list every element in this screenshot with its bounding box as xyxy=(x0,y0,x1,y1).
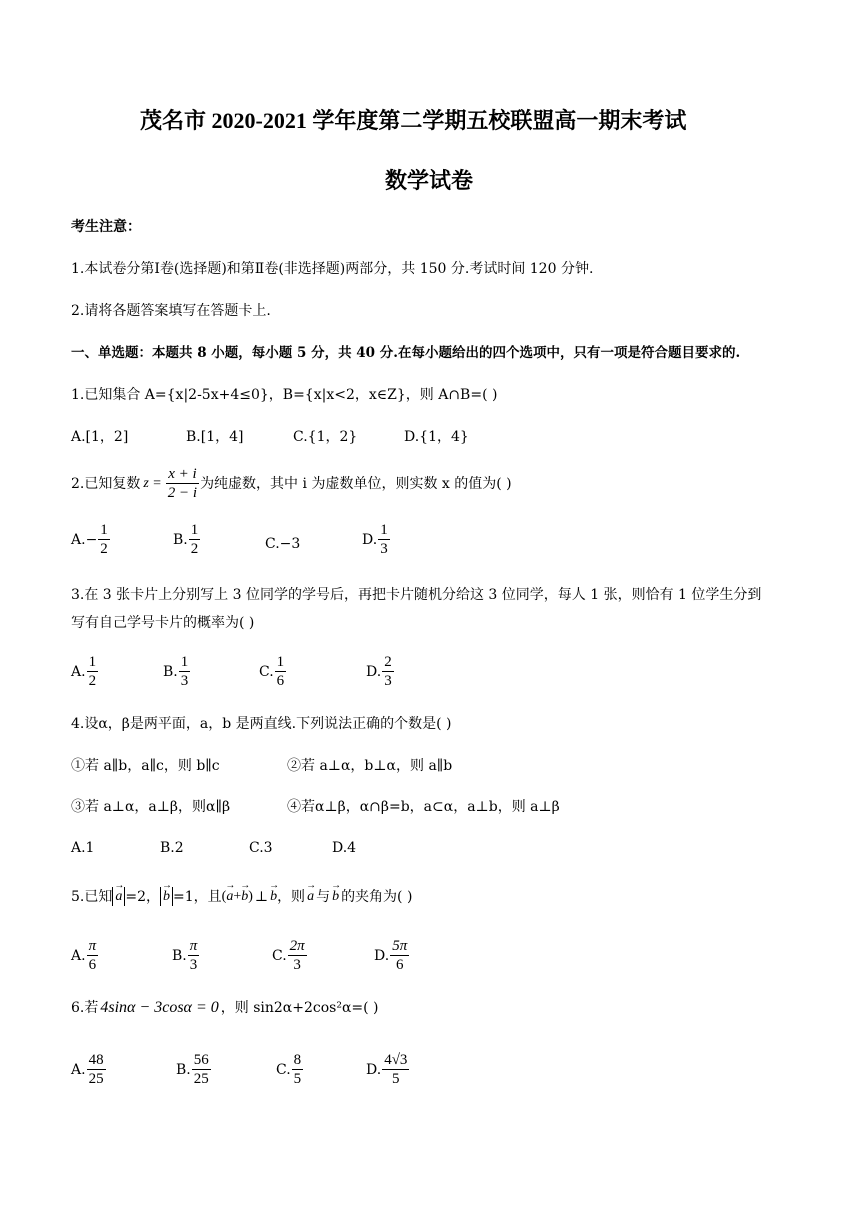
q1-option-a: A.[1，2] xyxy=(71,429,129,445)
q3-option-d-label: D. xyxy=(366,663,382,680)
q6-option-b-den: 25 xyxy=(193,1071,209,1087)
q2-option-c-label: C.−3 xyxy=(265,536,301,552)
q3-option-c xyxy=(259,654,287,689)
q2-var: z = xyxy=(143,475,162,491)
q4-statement-2: ②若 a⊥α，b⊥α，则 a∥b xyxy=(287,758,453,774)
question-5-stem xyxy=(71,887,412,906)
q5-option-c xyxy=(272,938,308,973)
q6-option-c-num: 8 xyxy=(293,1052,302,1068)
q2-option-a-num: 1 xyxy=(100,522,108,538)
q6-option-c-den: 5 xyxy=(293,1071,302,1087)
q5-abs-b xyxy=(160,887,173,906)
q3-option-c-label: C. xyxy=(259,663,274,680)
q2-frac-den: 2 − i xyxy=(167,485,198,501)
q3-option-b-num: 1 xyxy=(180,654,189,670)
q4-statement-4: ④若α⊥β，α∩β=b，a⊂α，a⊥b，则 a⊥β xyxy=(287,799,560,815)
q6-option-b-label: B. xyxy=(176,1061,191,1078)
q5-perp: ⊥ xyxy=(254,888,269,905)
q6-option-a-num: 48 xyxy=(88,1052,104,1068)
q3-option-d xyxy=(366,654,395,689)
q2-option-d xyxy=(362,522,391,557)
question-1-stem: 1.已知集合 A={x|2-5x+4≤0}，B={x|x<2，x∈Z}，则 A∩B=( ) xyxy=(71,387,498,403)
q5-option-a-num: π xyxy=(88,938,97,954)
q6-option-d-den: 5 xyxy=(392,1071,400,1087)
q1-option-b: B.[1，4] xyxy=(186,429,244,445)
q3-option-c-den: 6 xyxy=(276,673,285,689)
q6-option-b-num: 56 xyxy=(193,1052,209,1068)
q3-option-a-num: 1 xyxy=(88,654,97,670)
q5-prefix: 5.已知 xyxy=(71,888,113,905)
q3-option-a-den: 2 xyxy=(88,673,97,689)
q4-statement-1: ①若 a∥b，a∥c，则 b∥c xyxy=(71,758,220,774)
q5-option-b xyxy=(172,938,200,973)
q5-eq-1: =1，且 xyxy=(173,888,222,905)
q4-option-d: D.4 xyxy=(332,840,357,856)
q2-frac-num: x + i xyxy=(168,466,197,482)
q4-option-c: C.3 xyxy=(249,840,273,856)
exam-title: 茂名市 2020-2021 学年度第二学期五校联盟高一期末考试 xyxy=(140,108,687,133)
q1-option-d: D.{1，4} xyxy=(404,429,469,445)
question-4-stem: 4.设α，β是两平面，a，b 是两直线.下列说法正确的个数是( ) xyxy=(71,716,452,732)
q3-option-a-label: A. xyxy=(71,663,86,680)
q5-option-b-label: B. xyxy=(172,947,187,964)
q4-statement-3: ③若 a⊥α，a⊥β，则α∥β xyxy=(71,799,231,815)
q5-option-c-den: 3 xyxy=(293,957,301,973)
q5-angle-a: → a xyxy=(307,888,314,906)
q6-suffix: ，则 sin2α+2cos²α=( ) xyxy=(220,1000,379,1016)
q2-option-a-sign: − xyxy=(85,531,98,548)
q5-option-d xyxy=(374,938,410,973)
q5-option-b-num: π xyxy=(189,938,198,954)
q6-option-b xyxy=(176,1052,212,1087)
notice-item-1: 1.本试卷分第Ⅰ卷(选择题)和第Ⅱ卷(非选择题)两部分，共 150 分.考试时间 120 分钟. xyxy=(71,261,594,277)
q5-sum-expr: (→ a+→ b) xyxy=(222,888,253,906)
q2-option-b-den: 2 xyxy=(190,541,199,557)
q2-suffix: 为纯虚数，其中 i 为虚数单位，则实数 x 的值为( ) xyxy=(200,475,512,492)
q5-option-c-num: 2π xyxy=(289,938,305,954)
q6-option-a-den: 25 xyxy=(88,1071,104,1087)
q6-option-a-label: A. xyxy=(71,1061,86,1078)
q5-end: 的夹角为( ) xyxy=(341,888,413,905)
question-6-stem xyxy=(71,999,379,1017)
q5-option-d-label: D. xyxy=(374,947,390,964)
q2-option-a-label: A. xyxy=(71,531,86,548)
q6-option-c-label: C. xyxy=(276,1061,291,1078)
q5-option-b-den: 3 xyxy=(189,957,198,973)
q6-option-c xyxy=(276,1052,304,1087)
q3-option-d-den: 3 xyxy=(384,673,392,689)
question-3-line-2: 写有自己学号卡片的概率为( ) xyxy=(71,615,255,631)
q6-option-d-label: D. xyxy=(366,1061,382,1078)
q5-sum-a: → a xyxy=(226,888,233,906)
q5-eq-2: =2， xyxy=(125,888,160,905)
q5-option-a xyxy=(71,938,99,973)
q5-angle-b: → b xyxy=(332,888,339,906)
q5-option-d-num: 5π xyxy=(392,938,408,954)
q4-option-b: B.2 xyxy=(160,840,184,856)
q5-option-c-label: C. xyxy=(272,947,287,964)
q2-option-a-den: 2 xyxy=(100,541,108,557)
notice-item-2: 2.请将各题答案填写在答题卡上. xyxy=(71,303,271,319)
question-3-line-1: 3.在 3 张卡片上分别写上 3 位同学的学号后，再把卡片随机分给这 3 位同学，每人 1 张，则恰有 1 位学生分到 xyxy=(71,587,762,603)
q2-option-d-den: 3 xyxy=(380,541,388,557)
q5-option-d-den: 6 xyxy=(395,957,404,973)
question-2-stem xyxy=(71,466,512,501)
q1-option-c: C.{1，2} xyxy=(293,429,358,445)
q3-option-b xyxy=(163,654,191,689)
q3-option-b-den: 3 xyxy=(180,673,189,689)
q6-option-d xyxy=(366,1052,410,1087)
q2-option-b-label: B. xyxy=(173,531,188,548)
q4-option-a: A.1 xyxy=(71,840,95,856)
q2-option-c xyxy=(265,536,300,552)
q2-prefix: 2.已知复数 xyxy=(71,475,141,492)
q3-option-b-label: B. xyxy=(163,663,178,680)
notice-heading: 考生注意： xyxy=(71,219,141,235)
q2-option-b xyxy=(173,522,201,557)
q5-perp-b: → b xyxy=(270,888,277,906)
q2-option-d-label: D. xyxy=(362,531,378,548)
q5-and: 与 xyxy=(316,888,331,905)
q5-vec-a: → a xyxy=(115,888,122,906)
q3-option-a xyxy=(71,654,99,689)
q6-option-a xyxy=(71,1052,107,1087)
q3-option-c-num: 1 xyxy=(276,654,285,670)
q2-fraction xyxy=(166,466,199,501)
q6-option-d-num: 4√3 xyxy=(384,1052,408,1068)
q6-prefix: 6.若 xyxy=(71,1000,99,1016)
q5-option-a-den: 6 xyxy=(88,957,97,973)
q6-equation: 4sinα − 3cosα = 0 xyxy=(100,999,219,1016)
q3-option-d-num: 2 xyxy=(384,654,392,670)
exam-subtitle: 数学试卷 xyxy=(385,168,474,193)
q2-option-a xyxy=(71,522,111,557)
q2-option-b-num: 1 xyxy=(190,522,199,538)
q5-sum-b: → b xyxy=(241,888,248,906)
q5-mid: ，则 xyxy=(277,888,306,905)
q5-vec-b: → b xyxy=(163,888,170,906)
section-heading: 一、单选题：本题共 8 小题，每小题 5 分，共 40 分.在每小题给出的四个选项中，只有一项是符合题目要求的. xyxy=(71,345,741,361)
q5-abs-a xyxy=(112,887,125,906)
q2-option-d-num: 1 xyxy=(380,522,388,538)
q5-option-a-label: A. xyxy=(71,947,86,964)
